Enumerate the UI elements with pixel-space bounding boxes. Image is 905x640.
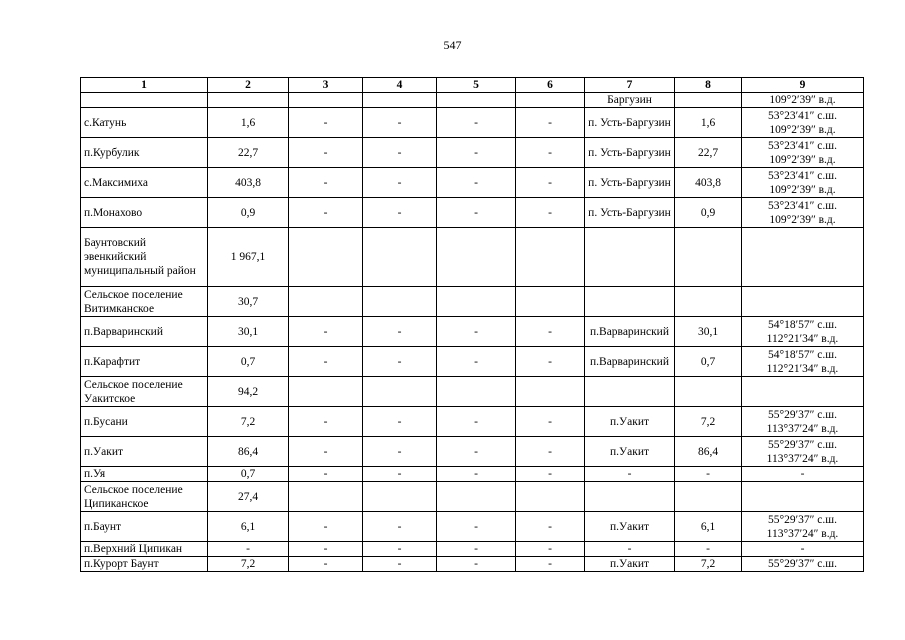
- header-cell: 6: [516, 78, 585, 93]
- table-row: [81, 168, 864, 198]
- col-6-cell: -: [516, 437, 585, 467]
- coordinates-cell: -: [742, 467, 864, 482]
- col-2-cell: 94,2: [208, 377, 289, 407]
- col-4-cell: -: [363, 317, 437, 347]
- col-3-cell: -: [289, 138, 363, 168]
- coordinates-cell: -: [742, 542, 864, 557]
- col-4-cell: -: [363, 557, 437, 572]
- col-6-cell: -: [516, 198, 585, 228]
- coordinates-cell: 55°29′37″ с.ш. 113°37′24″ в.д.: [742, 437, 864, 467]
- header-cell: 7: [585, 78, 675, 93]
- col-2-cell: 6,1: [208, 512, 289, 542]
- col-7-cell: п. Усть-Баргузин: [585, 108, 675, 138]
- col-3-cell: -: [289, 437, 363, 467]
- col-8-cell: 86,4: [675, 437, 742, 467]
- table-row: [81, 138, 864, 168]
- col-8-cell: 7,2: [675, 407, 742, 437]
- table-row: [81, 557, 864, 572]
- settlement-name-cell: с.Катунь: [81, 108, 208, 138]
- col-4-cell: -: [363, 542, 437, 557]
- col-3-cell: [289, 287, 363, 317]
- col-8-cell: [675, 93, 742, 108]
- col-2-cell: 7,2: [208, 407, 289, 437]
- col-5-cell: -: [437, 467, 516, 482]
- col-7-cell: п.Уакит: [585, 407, 675, 437]
- col-5-cell: -: [437, 437, 516, 467]
- coordinates-cell: 53°23′41″ с.ш. 109°2′39″ в.д.: [742, 108, 864, 138]
- col-2-cell: -: [208, 542, 289, 557]
- col-7-cell: п.Варваринский: [585, 347, 675, 377]
- col-3-cell: [289, 228, 363, 287]
- table-row: [81, 482, 864, 512]
- data-table: [80, 77, 864, 572]
- table-row: [81, 108, 864, 138]
- col-2-cell: 7,2: [208, 557, 289, 572]
- col-6-cell: [516, 228, 585, 287]
- header-row: [81, 78, 864, 93]
- col-6-cell: [516, 482, 585, 512]
- col-3-cell: -: [289, 467, 363, 482]
- col-3-cell: -: [289, 542, 363, 557]
- settlement-name-cell: п.Монахово: [81, 198, 208, 228]
- col-7-cell: [585, 482, 675, 512]
- table-row: [81, 512, 864, 542]
- col-5-cell: -: [437, 407, 516, 437]
- coordinates-cell: [742, 377, 864, 407]
- col-7-cell: п. Усть-Баргузин: [585, 168, 675, 198]
- coordinates-cell: 53°23′41″ с.ш. 109°2′39″ в.д.: [742, 198, 864, 228]
- col-7-cell: п.Уакит: [585, 557, 675, 572]
- col-2-cell: 1 967,1: [208, 228, 289, 287]
- col-7-cell: [585, 228, 675, 287]
- col-8-cell: [675, 482, 742, 512]
- col-5-cell: [437, 93, 516, 108]
- col-5-cell: -: [437, 347, 516, 377]
- col-3-cell: [289, 377, 363, 407]
- coordinates-cell: 109°2′39″ в.д.: [742, 93, 864, 108]
- col-6-cell: -: [516, 467, 585, 482]
- page-number: 547: [443, 38, 462, 52]
- col-8-cell: -: [675, 542, 742, 557]
- col-5-cell: -: [437, 198, 516, 228]
- col-6-cell: [516, 93, 585, 108]
- col-6-cell: -: [516, 557, 585, 572]
- col-6-cell: -: [516, 168, 585, 198]
- col-7-cell: Баргузин: [585, 93, 675, 108]
- col-3-cell: -: [289, 198, 363, 228]
- col-3-cell: [289, 93, 363, 108]
- table-row: [81, 317, 864, 347]
- col-2-cell: 1,6: [208, 108, 289, 138]
- coordinates-cell: 55°29′37″ с.ш.: [742, 557, 864, 572]
- col-4-cell: -: [363, 467, 437, 482]
- col-3-cell: -: [289, 512, 363, 542]
- col-4-cell: -: [363, 407, 437, 437]
- col-4-cell: -: [363, 138, 437, 168]
- header-cell: 9: [742, 78, 864, 93]
- settlement-name-cell: Сельское поселение Уакитское: [81, 377, 208, 407]
- col-8-cell: 7,2: [675, 557, 742, 572]
- col-4-cell: -: [363, 347, 437, 377]
- col-2-cell: 0,9: [208, 198, 289, 228]
- coordinates-cell: 54°18′57″ с.ш. 112°21′34″ в.д.: [742, 347, 864, 377]
- table-row: [81, 467, 864, 482]
- col-2-cell: 86,4: [208, 437, 289, 467]
- settlement-name-cell: п.Варваринский: [81, 317, 208, 347]
- header-cell: 2: [208, 78, 289, 93]
- col-5-cell: -: [437, 557, 516, 572]
- settlement-name-cell: п.Уакит: [81, 437, 208, 467]
- table-row: [81, 437, 864, 467]
- settlement-name-cell: п.Курорт Баунт: [81, 557, 208, 572]
- header-cell: 8: [675, 78, 742, 93]
- table-row: [81, 377, 864, 407]
- coordinates-cell: 53°23′41″ с.ш. 109°2′39″ в.д.: [742, 138, 864, 168]
- col-5-cell: [437, 287, 516, 317]
- col-3-cell: -: [289, 168, 363, 198]
- col-7-cell: -: [585, 542, 675, 557]
- col-4-cell: -: [363, 198, 437, 228]
- col-8-cell: 0,7: [675, 347, 742, 377]
- col-4-cell: [363, 93, 437, 108]
- col-2-cell: 30,7: [208, 287, 289, 317]
- header-cell: 5: [437, 78, 516, 93]
- col-5-cell: [437, 482, 516, 512]
- col-6-cell: -: [516, 108, 585, 138]
- table-row: [81, 347, 864, 377]
- col-2-cell: [208, 93, 289, 108]
- col-8-cell: 30,1: [675, 317, 742, 347]
- col-7-cell: п.Уакит: [585, 437, 675, 467]
- settlement-name-cell: Баунтовский эвенкийский муниципальный район: [81, 228, 208, 287]
- table-row: [81, 407, 864, 437]
- col-6-cell: -: [516, 347, 585, 377]
- table-row: [81, 228, 864, 287]
- col-8-cell: -: [675, 467, 742, 482]
- col-5-cell: -: [437, 138, 516, 168]
- settlement-name-cell: п.Бусани: [81, 407, 208, 437]
- col-7-cell: п. Усть-Баргузин: [585, 198, 675, 228]
- header-cell: 1: [81, 78, 208, 93]
- table-row: [81, 93, 864, 108]
- col-2-cell: 403,8: [208, 168, 289, 198]
- col-7-cell: п.Варваринский: [585, 317, 675, 347]
- col-2-cell: 22,7: [208, 138, 289, 168]
- coordinates-cell: 54°18′57″ с.ш. 112°21′34″ в.д.: [742, 317, 864, 347]
- table-row: [81, 198, 864, 228]
- settlement-name-cell: Сельское поселение Ципиканское: [81, 482, 208, 512]
- col-8-cell: 22,7: [675, 138, 742, 168]
- settlement-name-cell: [81, 93, 208, 108]
- settlement-name-cell: п.Уя: [81, 467, 208, 482]
- col-3-cell: -: [289, 317, 363, 347]
- settlement-name-cell: п.Карафтит: [81, 347, 208, 377]
- col-7-cell: п. Усть-Баргузин: [585, 138, 675, 168]
- col-8-cell: 403,8: [675, 168, 742, 198]
- col-2-cell: 0,7: [208, 467, 289, 482]
- col-4-cell: -: [363, 437, 437, 467]
- col-6-cell: -: [516, 317, 585, 347]
- col-8-cell: [675, 287, 742, 317]
- table-row: [81, 287, 864, 317]
- col-3-cell: -: [289, 108, 363, 138]
- coordinates-cell: 55°29′37″ с.ш. 113°37′24″ в.д.: [742, 512, 864, 542]
- coordinates-cell: [742, 287, 864, 317]
- col-8-cell: [675, 377, 742, 407]
- col-7-cell: -: [585, 467, 675, 482]
- col-2-cell: 27,4: [208, 482, 289, 512]
- table-row: [81, 542, 864, 557]
- col-2-cell: 0,7: [208, 347, 289, 377]
- header-cell: 4: [363, 78, 437, 93]
- col-8-cell: 6,1: [675, 512, 742, 542]
- header-cell: 3: [289, 78, 363, 93]
- col-5-cell: -: [437, 542, 516, 557]
- col-2-cell: 30,1: [208, 317, 289, 347]
- settlement-name-cell: п.Баунт: [81, 512, 208, 542]
- col-6-cell: -: [516, 407, 585, 437]
- col-8-cell: 0,9: [675, 198, 742, 228]
- col-5-cell: -: [437, 512, 516, 542]
- col-3-cell: [289, 482, 363, 512]
- col-4-cell: -: [363, 108, 437, 138]
- col-6-cell: -: [516, 512, 585, 542]
- settlement-name-cell: Сельское поселение Витимканское: [81, 287, 208, 317]
- col-6-cell: [516, 287, 585, 317]
- settlement-name-cell: с.Максимиха: [81, 168, 208, 198]
- col-5-cell: -: [437, 108, 516, 138]
- col-5-cell: -: [437, 317, 516, 347]
- col-5-cell: [437, 377, 516, 407]
- col-7-cell: [585, 377, 675, 407]
- coordinates-cell: [742, 228, 864, 287]
- col-6-cell: -: [516, 542, 585, 557]
- col-7-cell: [585, 287, 675, 317]
- col-4-cell: [363, 287, 437, 317]
- col-6-cell: [516, 377, 585, 407]
- col-7-cell: п.Уакит: [585, 512, 675, 542]
- col-5-cell: -: [437, 168, 516, 198]
- col-3-cell: -: [289, 347, 363, 377]
- settlement-name-cell: п.Курбулик: [81, 138, 208, 168]
- col-3-cell: -: [289, 407, 363, 437]
- col-8-cell: [675, 228, 742, 287]
- settlement-name-cell: п.Верхний Ципикан: [81, 542, 208, 557]
- coordinates-cell: 55°29′37″ с.ш. 113°37′24″ в.д.: [742, 407, 864, 437]
- col-4-cell: -: [363, 168, 437, 198]
- col-6-cell: -: [516, 138, 585, 168]
- col-8-cell: 1,6: [675, 108, 742, 138]
- coordinates-cell: [742, 482, 864, 512]
- col-4-cell: [363, 377, 437, 407]
- col-4-cell: [363, 482, 437, 512]
- col-3-cell: -: [289, 557, 363, 572]
- col-4-cell: -: [363, 512, 437, 542]
- col-4-cell: [363, 228, 437, 287]
- coordinates-cell: 53°23′41″ с.ш. 109°2′39″ в.д.: [742, 168, 864, 198]
- col-5-cell: [437, 228, 516, 287]
